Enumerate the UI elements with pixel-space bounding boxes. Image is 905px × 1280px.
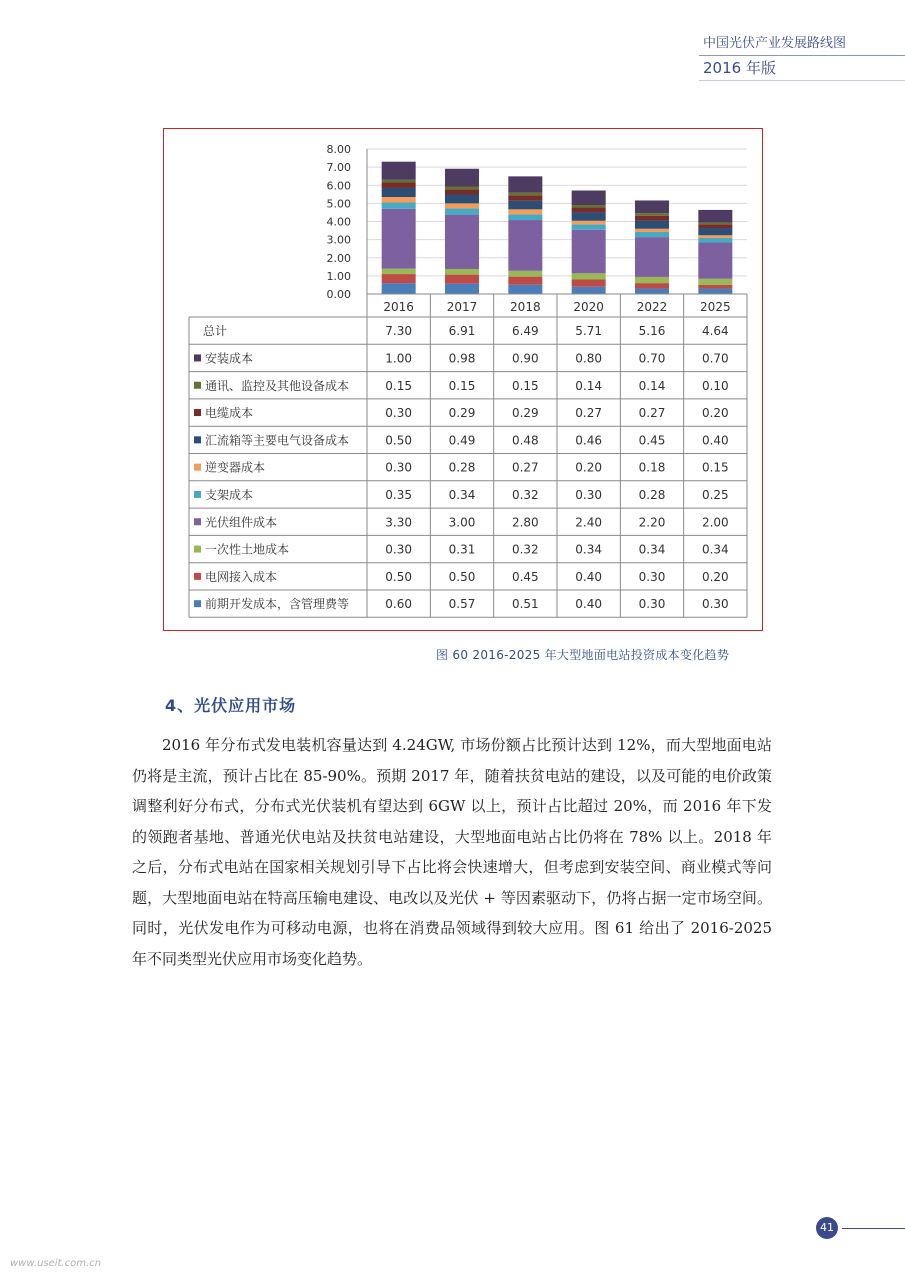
data-value: 0.14 bbox=[638, 378, 666, 393]
data-value: 0.34 bbox=[638, 542, 666, 557]
data-value: 0.32 bbox=[511, 542, 539, 557]
data-value: 0.80 bbox=[575, 351, 603, 366]
data-value: 0.30 bbox=[385, 460, 413, 475]
data-value: 1.00 bbox=[385, 351, 413, 366]
x-category-label: 2018 bbox=[510, 300, 541, 314]
bar-segment bbox=[572, 191, 606, 206]
x-category-label: 2017 bbox=[446, 300, 478, 314]
data-value: 2.20 bbox=[638, 515, 666, 530]
bar-segment bbox=[698, 289, 732, 294]
legend-label: 一次性土地成本 bbox=[205, 542, 290, 557]
bar-segment bbox=[445, 284, 479, 294]
bar-segment bbox=[572, 224, 606, 229]
page-number-block bbox=[816, 1217, 838, 1239]
x-category-label: 2025 bbox=[700, 300, 731, 314]
x-category-label: 2016 bbox=[383, 300, 414, 314]
data-value: 0.45 bbox=[638, 433, 666, 448]
data-value: 0.25 bbox=[701, 487, 729, 502]
legend-label: 光伏组件成本 bbox=[205, 515, 278, 530]
y-tick-label: 3.00 bbox=[326, 233, 351, 247]
data-value: 0.10 bbox=[701, 378, 729, 393]
data-value: 0.35 bbox=[385, 487, 413, 502]
bar-segment bbox=[635, 221, 669, 229]
bar-segment bbox=[635, 200, 669, 213]
data-value: 0.51 bbox=[511, 597, 539, 612]
bar-segment bbox=[445, 269, 479, 275]
bar-segment bbox=[508, 176, 542, 192]
header-edition: 2016 年版 bbox=[703, 59, 776, 77]
data-value: 0.70 bbox=[701, 351, 729, 366]
data-value: 0.34 bbox=[701, 542, 729, 557]
data-value: 3.00 bbox=[448, 515, 476, 530]
data-value: 0.30 bbox=[701, 597, 729, 612]
bar-segment bbox=[508, 195, 542, 200]
bar-segment bbox=[698, 235, 732, 238]
bar-segment bbox=[572, 280, 606, 287]
data-value: 2.40 bbox=[575, 515, 603, 530]
bar-segment bbox=[508, 214, 542, 220]
legend-label: 逆变器成本 bbox=[205, 460, 266, 475]
data-value: 3.30 bbox=[385, 515, 413, 530]
data-value: 0.46 bbox=[575, 433, 603, 448]
x-category-label: 2022 bbox=[636, 300, 668, 314]
legend-label: 前期开发成本，含管理费等 bbox=[205, 597, 350, 612]
header-title: 中国光伏产业发展路线图 bbox=[703, 36, 847, 51]
data-value: 0.40 bbox=[701, 433, 729, 448]
legend-label: 支架成本 bbox=[205, 487, 254, 502]
legend-label: 通讯、监控及其他设备成本 bbox=[205, 378, 350, 393]
bar-segment bbox=[572, 212, 606, 220]
bar-segment bbox=[572, 287, 606, 294]
data-value: 0.15 bbox=[448, 378, 476, 393]
bar-segment bbox=[445, 275, 479, 284]
bar-segment bbox=[698, 285, 732, 289]
bar-segment bbox=[382, 197, 416, 202]
bar-segment bbox=[698, 279, 732, 285]
body-text bbox=[132, 730, 772, 974]
bar-segment bbox=[508, 193, 542, 196]
data-value: 0.20 bbox=[575, 460, 603, 475]
bar-segment bbox=[698, 243, 732, 279]
legend-swatch bbox=[194, 518, 201, 525]
data-value: 0.14 bbox=[575, 378, 603, 393]
bar-segment bbox=[445, 215, 479, 269]
data-value: 0.30 bbox=[385, 406, 413, 421]
data-value: 0.18 bbox=[638, 460, 666, 475]
data-value: 0.34 bbox=[575, 542, 603, 557]
bar-segment bbox=[635, 289, 669, 294]
data-value: 0.48 bbox=[511, 433, 539, 448]
total-value: 5.71 bbox=[575, 324, 603, 339]
legend-swatch bbox=[194, 573, 201, 580]
bar-segment bbox=[382, 180, 416, 183]
bar-segment bbox=[698, 228, 732, 235]
bar-segment bbox=[572, 205, 606, 208]
bar-segment bbox=[445, 203, 479, 208]
data-value: 0.20 bbox=[701, 406, 729, 421]
data-value: 0.31 bbox=[448, 542, 476, 557]
data-value: 0.90 bbox=[511, 351, 539, 366]
data-value: 0.15 bbox=[511, 378, 539, 393]
data-value: 0.27 bbox=[638, 406, 666, 421]
data-value: 0.50 bbox=[385, 569, 413, 584]
running-header bbox=[699, 34, 905, 81]
legend-swatch bbox=[194, 491, 201, 498]
bar-segment bbox=[382, 269, 416, 274]
data-value: 0.40 bbox=[575, 569, 603, 584]
legend-label: 电缆成本 bbox=[205, 406, 254, 421]
bar-segment bbox=[635, 283, 669, 288]
data-value: 0.45 bbox=[511, 569, 539, 584]
data-value: 0.28 bbox=[448, 460, 476, 475]
legend-label: 电网接入成本 bbox=[205, 569, 278, 584]
data-value: 0.30 bbox=[638, 597, 666, 612]
bar-segment bbox=[382, 202, 416, 208]
bar-segment bbox=[698, 223, 732, 225]
data-value: 0.30 bbox=[638, 569, 666, 584]
total-value: 4.64 bbox=[701, 324, 729, 339]
page-number-rule bbox=[842, 1228, 905, 1229]
bar-segment bbox=[635, 216, 669, 221]
cost-chart bbox=[164, 129, 762, 630]
page-number: 41 bbox=[816, 1217, 838, 1239]
bar-segment bbox=[572, 208, 606, 213]
bar-segment bbox=[572, 273, 606, 279]
legend-swatch bbox=[194, 546, 201, 553]
data-value: 0.27 bbox=[575, 406, 603, 421]
data-value: 0.30 bbox=[385, 542, 413, 557]
cost-chart-frame bbox=[163, 128, 763, 631]
bar-segment bbox=[382, 283, 416, 294]
bar-segment bbox=[445, 189, 479, 194]
legend-label: 汇流箱等主要电气设备成本 bbox=[205, 433, 350, 448]
bar-segment bbox=[382, 188, 416, 197]
bar-segment bbox=[508, 277, 542, 285]
bar-segment bbox=[572, 221, 606, 225]
total-row-label: 总计 bbox=[203, 324, 228, 339]
bar-segment bbox=[508, 209, 542, 214]
data-value: 0.15 bbox=[385, 378, 413, 393]
figure-caption: 图 60 2016-2025 年大型地面电站投资成本变化趋势 bbox=[436, 648, 730, 662]
legend-swatch bbox=[194, 600, 201, 607]
legend-label: 安装成本 bbox=[205, 351, 254, 366]
bar-segment bbox=[572, 230, 606, 274]
total-value: 7.30 bbox=[385, 324, 413, 339]
bar-segment bbox=[698, 224, 732, 228]
bar-segment bbox=[508, 285, 542, 294]
data-value: 0.50 bbox=[385, 433, 413, 448]
total-value: 6.49 bbox=[511, 324, 539, 339]
data-value: 0.28 bbox=[638, 487, 666, 502]
data-value: 2.80 bbox=[511, 515, 539, 530]
data-value: 0.29 bbox=[511, 406, 539, 421]
y-tick-label: 8.00 bbox=[326, 143, 351, 156]
bar-segment bbox=[635, 237, 669, 277]
data-value: 0.98 bbox=[448, 351, 476, 366]
data-value: 0.27 bbox=[511, 460, 539, 475]
bar-segment bbox=[508, 220, 542, 271]
data-value: 0.49 bbox=[448, 433, 476, 448]
data-value: 0.60 bbox=[385, 597, 413, 612]
data-value: 0.29 bbox=[448, 406, 476, 421]
watermark: www.useit.com.cn bbox=[10, 1258, 102, 1269]
bar-segment bbox=[382, 274, 416, 283]
x-category-label: 2020 bbox=[573, 300, 604, 314]
section-title: 4、光伏应用市场 bbox=[165, 696, 297, 715]
data-value: 0.34 bbox=[448, 487, 476, 502]
legend-swatch bbox=[194, 382, 201, 389]
legend-swatch bbox=[194, 464, 201, 471]
bar-segment bbox=[635, 232, 669, 237]
y-tick-label: 1.00 bbox=[326, 269, 351, 283]
data-value: 2.00 bbox=[701, 515, 729, 530]
y-tick-label: 0.00 bbox=[326, 288, 351, 301]
bar-segment bbox=[445, 194, 479, 203]
y-tick-label: 7.00 bbox=[326, 161, 351, 175]
bar-segment bbox=[508, 271, 542, 277]
y-tick-label: 6.00 bbox=[326, 179, 351, 193]
header-rule-secondary bbox=[699, 80, 905, 81]
data-value: 0.40 bbox=[575, 597, 603, 612]
data-value: 0.50 bbox=[448, 569, 476, 584]
legend-swatch bbox=[194, 436, 201, 443]
bar-segment bbox=[382, 209, 416, 269]
total-value: 6.91 bbox=[448, 324, 476, 339]
total-value: 5.16 bbox=[638, 324, 666, 339]
data-value: 0.30 bbox=[575, 487, 603, 502]
legend-swatch bbox=[194, 354, 201, 361]
bar-segment bbox=[508, 201, 542, 210]
bar-segment bbox=[698, 210, 732, 223]
bar-segment bbox=[635, 229, 669, 232]
bar-segment bbox=[698, 238, 732, 243]
y-tick-label: 2.00 bbox=[326, 251, 351, 265]
bar-segment bbox=[382, 162, 416, 180]
bar-segment bbox=[445, 208, 479, 214]
y-tick-label: 5.00 bbox=[326, 197, 351, 211]
header-rule bbox=[699, 55, 905, 56]
bar-segment bbox=[445, 169, 479, 187]
bar-segment bbox=[382, 183, 416, 188]
body-paragraph: 2016 年分布式发电装机容量达到 4.24GW, 市场份额占比预计达到 12%，而大型地面电站仍将是主流，预计占比在 85-90%。预期 2017 年，随着扶贫电站的建设，以及可能的电价政策调整利好分布式，分布式光伏装机有望达到 6GW 以上，预计占比超过 20%，而 2016 年下发的领跑者基地、普通光伏电站及扶贫电站建设，大型地面电站占比仍将在 78% 以上。2018 年之后，分布式电站在国家相关规划引导下占比将会快速增大，但考虑到安装空间、商业模式等问题，大型地面电站在特高压输电建设、电改以及光伏 + 等因素驱动下，仍将占据一定市场空间。同时，光伏发电作为可移动电源，也将在消费品领域得到较大应用。图 61 给出了 2016-2025 年不同类型光伏应用市场变化趋势。 bbox=[132, 736, 772, 968]
data-value: 0.15 bbox=[701, 460, 729, 475]
y-tick-label: 4.00 bbox=[326, 215, 351, 229]
bar-segment bbox=[445, 187, 479, 190]
legend-swatch bbox=[194, 409, 201, 416]
data-value: 0.57 bbox=[448, 597, 476, 612]
data-value: 0.32 bbox=[511, 487, 539, 502]
data-value: 0.20 bbox=[701, 569, 729, 584]
data-value: 0.70 bbox=[638, 351, 666, 366]
bar-segment bbox=[635, 277, 669, 283]
bar-segment bbox=[635, 213, 669, 216]
